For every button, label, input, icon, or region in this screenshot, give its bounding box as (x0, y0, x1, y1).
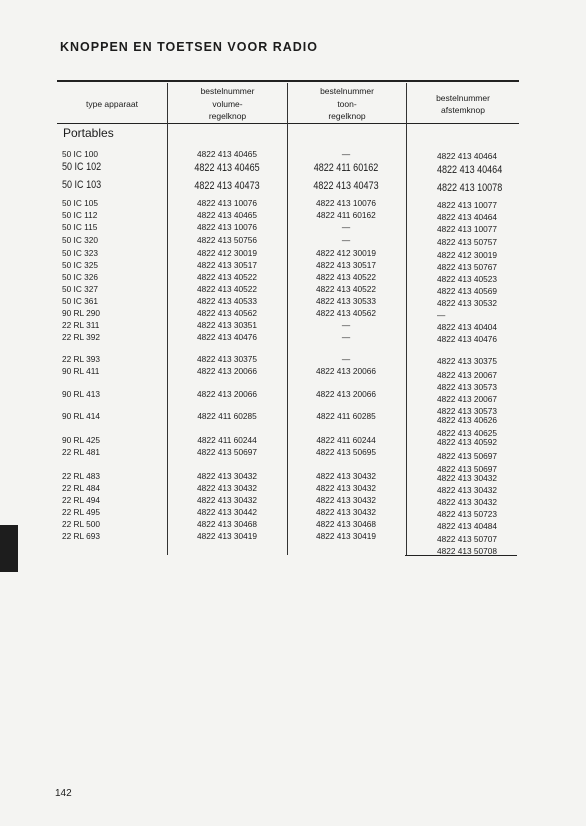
volume-cell: 4822 413 30419 (197, 531, 257, 541)
volume-cell: 4822 413 30432 (197, 483, 257, 493)
toon-cell: 4822 413 30432 (316, 471, 376, 481)
volume-cell: 4822 413 30432 (197, 495, 257, 505)
volume-cell: 4822 412 30019 (197, 248, 257, 258)
toon-cell: — (341, 354, 351, 364)
afstem-cell: 4822 413 40625 (437, 428, 497, 438)
afstem-cell: 4822 413 10078 (437, 182, 503, 194)
volume-cell: 4822 413 40465 (194, 162, 260, 174)
type-cell: 22 RL 481 (62, 447, 100, 457)
toon-cell: 4822 413 20066 (316, 366, 376, 376)
toon-cell: 4822 411 60162 (313, 162, 379, 174)
column-divider (287, 83, 288, 555)
afstem-cell: 4822 413 40523 (437, 274, 497, 284)
toon-cell: 4822 411 60285 (316, 411, 376, 421)
afstem-cell: 4822 413 30375 (437, 356, 497, 366)
header-volume: bestelnummer volume- regelknop (200, 86, 255, 122)
volume-cell: 4822 413 30351 (197, 320, 257, 330)
page-number: 142 (55, 788, 72, 799)
toon-cell: 4822 413 40522 (316, 272, 376, 282)
section-heading: Portables (63, 126, 114, 140)
afstem-cell: 4822 413 40569 (437, 286, 497, 296)
column-divider (167, 83, 168, 555)
type-cell: 22 RL 693 (62, 531, 100, 541)
toon-cell: 4822 413 30432 (316, 507, 376, 517)
type-cell: 50 IC 325 (62, 260, 98, 270)
type-cell: 50 IC 102 (62, 161, 102, 173)
toon-cell: 4822 413 30432 (316, 495, 376, 505)
type-cell: 22 RL 392 (62, 332, 100, 342)
afstem-cell: 4822 413 50707 (437, 534, 497, 544)
toon-cell: 4822 413 40522 (316, 284, 376, 294)
afstem-cell: 4822 413 20067 (437, 370, 497, 380)
type-cell: 50 IC 323 (62, 248, 98, 258)
toon-cell: — (341, 235, 351, 245)
type-cell: 22 RL 393 (62, 354, 100, 364)
toon-cell: 4822 413 30468 (316, 519, 376, 529)
toon-cell: 4822 413 50695 (316, 447, 376, 457)
toon-cell: 4822 413 40473 (313, 180, 379, 192)
afstem-cell: 4822 413 40626 (437, 415, 497, 425)
type-cell: 50 IC 327 (62, 284, 98, 294)
toon-cell: 4822 412 30019 (316, 248, 376, 258)
afstem-cell: 4822 412 30019 (437, 250, 497, 260)
type-cell: 50 IC 105 (62, 198, 98, 208)
afstem-cell: 4822 413 40592 (437, 437, 497, 447)
header-type: type apparaat (86, 98, 138, 109)
type-cell: 22 RL 500 (62, 519, 100, 529)
volume-cell: 4822 413 10076 (197, 198, 257, 208)
toon-cell: 4822 411 60162 (316, 210, 376, 220)
volume-cell: 4822 413 50697 (197, 447, 257, 457)
toon-cell: — (341, 222, 351, 232)
afstem-cell: 4822 413 40464 (437, 151, 497, 161)
type-cell: 22 RL 311 (62, 320, 100, 330)
afstem-cell: 4822 413 50697 (437, 451, 497, 461)
type-cell: 22 RL 495 (62, 507, 100, 517)
volume-cell: 4822 413 20066 (197, 389, 257, 399)
page-title: KNOPPEN EN TOETSEN VOOR RADIO (60, 40, 318, 54)
toon-cell: 4822 413 20066 (316, 389, 376, 399)
toon-cell: 4822 413 30419 (316, 531, 376, 541)
afstem-cell: 4822 413 50723 (437, 509, 497, 519)
type-cell: 90 RL 425 (62, 435, 100, 445)
toon-cell: 4822 411 60244 (316, 435, 376, 445)
volume-cell: 4822 413 50756 (197, 235, 257, 245)
afstem-cell: 4822 413 50708 (437, 546, 497, 556)
afstem-cell: 4822 413 20067 (437, 394, 497, 404)
type-cell: 50 IC 112 (62, 210, 98, 220)
afstem-cell: 4822 413 40404 (437, 322, 497, 332)
afstem-cell: 4822 413 30432 (437, 485, 497, 495)
toon-cell: 4822 413 10076 (316, 198, 376, 208)
type-cell: 22 RL 484 (62, 483, 100, 493)
volume-cell: 4822 413 40522 (197, 284, 257, 294)
volume-cell: 4822 411 60244 (197, 435, 257, 445)
volume-cell: 4822 413 40465 (197, 210, 257, 220)
volume-cell: 4822 413 30432 (197, 471, 257, 481)
type-cell: 50 IC 100 (62, 149, 98, 159)
afstem-cell: 4822 413 30573 (437, 382, 497, 392)
volume-cell: 4822 413 40476 (197, 332, 257, 342)
type-cell: 90 RL 413 (62, 389, 100, 399)
type-cell: 22 RL 483 (62, 471, 100, 481)
page-edge-tab (0, 525, 18, 572)
afstem-cell: 4822 413 40476 (437, 334, 497, 344)
type-cell: 50 IC 361 (62, 296, 98, 306)
volume-cell: 4822 411 60285 (197, 411, 257, 421)
volume-cell: 4822 413 10076 (197, 222, 257, 232)
toon-cell: 4822 413 40562 (316, 308, 376, 318)
toon-cell: — (341, 320, 351, 330)
volume-cell: 4822 413 40465 (197, 149, 257, 159)
afstem-cell: 4822 413 10077 (437, 224, 497, 234)
header-bottom-rule (57, 123, 519, 124)
column-divider (406, 83, 407, 555)
volume-cell: 4822 413 30517 (197, 260, 257, 270)
type-cell: 90 RL 290 (62, 308, 100, 318)
type-cell: 50 IC 326 (62, 272, 98, 282)
afstem-cell: 4822 413 50757 (437, 237, 497, 247)
volume-cell: 4822 413 20066 (197, 366, 257, 376)
afstem-cell: 4822 413 40464 (437, 212, 497, 222)
volume-cell: 4822 413 40562 (197, 308, 257, 318)
afstem-cell: 4822 413 50697 (437, 464, 497, 474)
toon-cell: 4822 413 30517 (316, 260, 376, 270)
volume-cell: 4822 413 30442 (197, 507, 257, 517)
afstem-cell: 4822 413 30432 (437, 473, 497, 483)
type-cell: 50 IC 103 (62, 179, 102, 191)
afstem-cell: 4822 413 50767 (437, 262, 497, 272)
type-cell: 50 IC 115 (62, 222, 98, 232)
afstem-cell: 4822 413 30573 (437, 406, 497, 416)
afstem-cell: 4822 413 40484 (437, 521, 497, 531)
volume-cell: 4822 413 30468 (197, 519, 257, 529)
afstem-cell: 4822 413 30532 (437, 298, 497, 308)
volume-cell: 4822 413 40522 (197, 272, 257, 282)
type-cell: 22 RL 494 (62, 495, 100, 505)
afstem-cell: 4822 413 10077 (437, 200, 497, 210)
toon-cell: — (341, 332, 351, 342)
toon-cell: — (341, 149, 351, 159)
header-toon: bestelnummer toon- regelknop (320, 86, 374, 122)
afstem-cell: 4822 413 40464 (437, 164, 503, 176)
volume-cell: 4822 413 30375 (197, 354, 257, 364)
afstem-cell: 4822 413 30432 (437, 497, 497, 507)
header-afstem: bestelnummer afstemknop (436, 92, 490, 115)
afstem-cell: — (437, 310, 446, 320)
type-cell: 90 RL 414 (62, 411, 100, 421)
table-top-rule (57, 80, 519, 82)
toon-cell: 4822 413 30533 (316, 296, 376, 306)
toon-cell: 4822 413 30432 (316, 483, 376, 493)
type-cell: 50 IC 320 (62, 235, 98, 245)
volume-cell: 4822 413 40533 (197, 296, 257, 306)
volume-cell: 4822 413 40473 (194, 180, 260, 192)
type-cell: 90 RL 411 (62, 366, 100, 376)
